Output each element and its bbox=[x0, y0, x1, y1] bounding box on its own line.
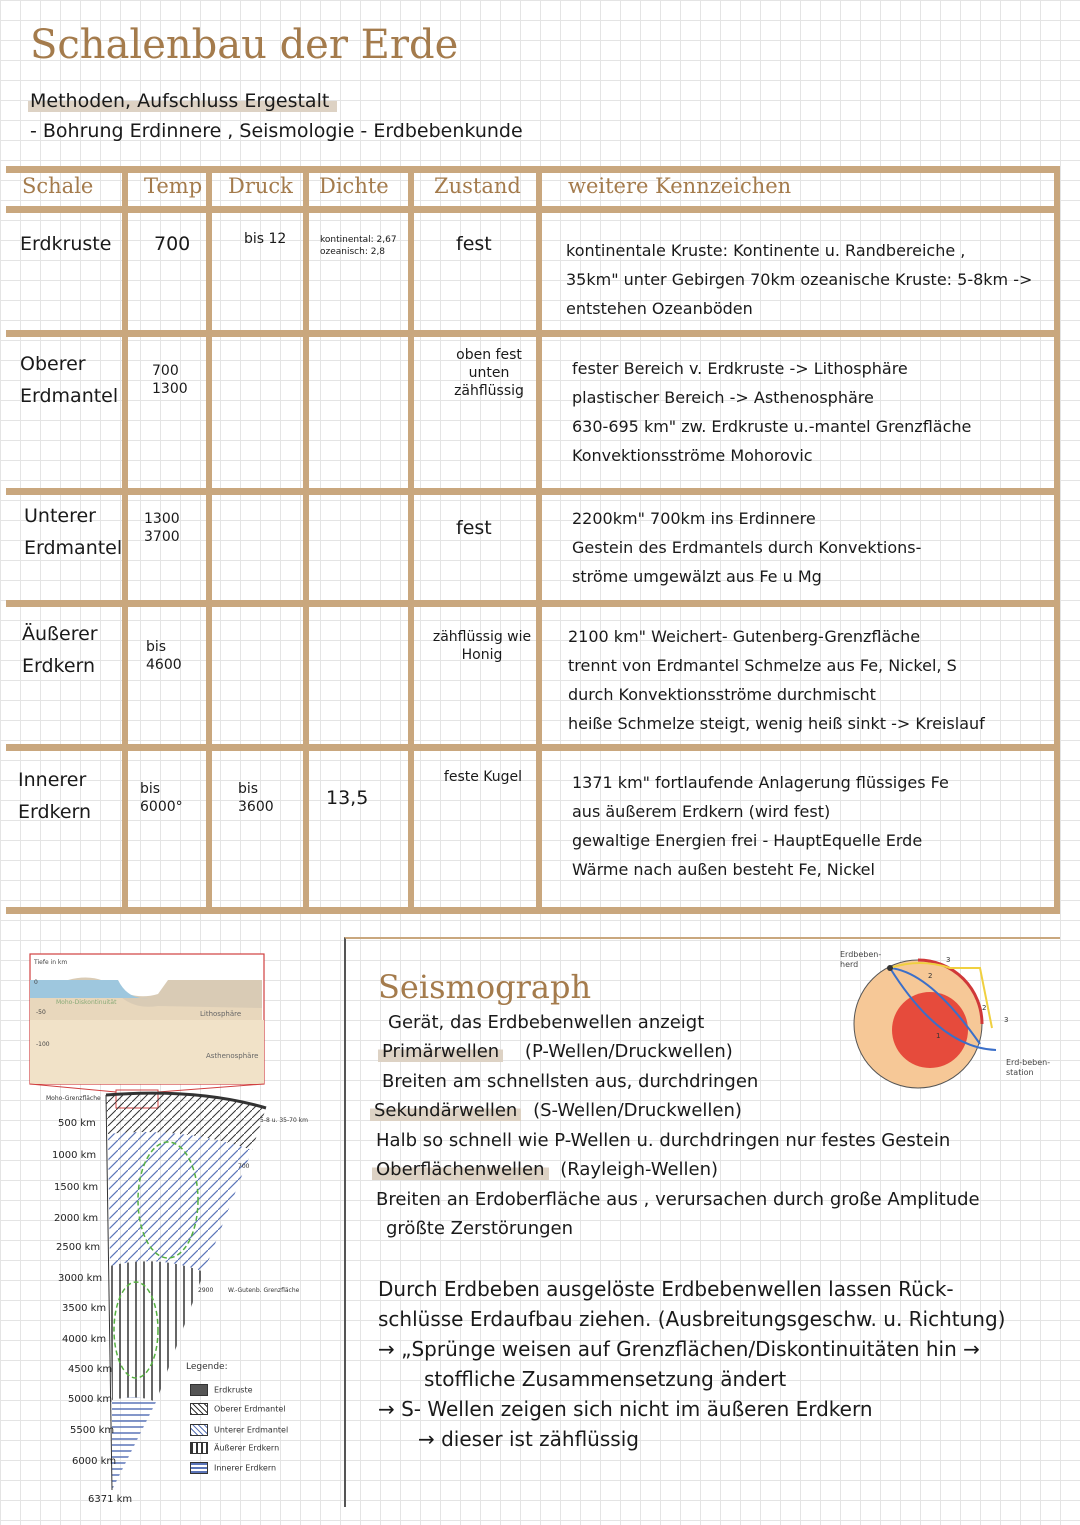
table-border bbox=[6, 600, 1060, 607]
table-border bbox=[536, 166, 542, 914]
conclusion-line: → „Sprünge weisen auf Grenzflächen/Diskontinuitäten hin → bbox=[378, 1337, 980, 1361]
feature-line: plastischer Bereich -> Asthenosphäre bbox=[572, 388, 874, 407]
depth-label: 2500 km bbox=[56, 1242, 101, 1253]
feature-line: aus äußerem Erdkern (wird fest) bbox=[572, 802, 831, 821]
globe-num: 2 bbox=[982, 1004, 987, 1012]
depth-axis-label: Tiefe in km bbox=[34, 959, 68, 966]
cell-features bbox=[572, 504, 921, 591]
cell-druck: bis 12 bbox=[244, 231, 287, 247]
feature-line: fester Bereich v. Erdkruste -> Lithosphäre bbox=[572, 359, 908, 378]
table-border bbox=[6, 907, 1060, 914]
label-moho: Moho-Diskontinuität bbox=[56, 999, 117, 1006]
legend-lower-mantle: Unterer Erdmantel bbox=[190, 1424, 288, 1436]
label-earthquake-station: Erd-beben-station bbox=[1006, 1058, 1051, 1077]
page-title: Schalenbau der Erde bbox=[30, 22, 459, 68]
tick-0: 0 bbox=[34, 979, 38, 986]
cell-schale: Äußerer Erdkern bbox=[22, 623, 98, 677]
tick-50: -50 bbox=[36, 1009, 46, 1016]
header-zustand: Zustand bbox=[434, 174, 521, 198]
table-border bbox=[6, 744, 1060, 751]
methods-heading: Methoden, Aufschluss Ergestalt bbox=[28, 90, 337, 112]
cell-zustand: feste Kugel bbox=[443, 769, 523, 785]
label-moho-grenz: Moho-Grenzfläche bbox=[46, 1095, 101, 1102]
header-dichte: Dichte bbox=[319, 174, 389, 198]
cell-schale: Innerer Erdkern bbox=[18, 769, 92, 823]
legend-title: Legende: bbox=[186, 1362, 228, 1372]
cell-zustand: fest bbox=[456, 517, 492, 539]
depth-label: 500 km bbox=[58, 1118, 96, 1129]
table-border bbox=[6, 206, 1060, 213]
feature-line: durch Konvektionsströme durchmischt bbox=[568, 685, 876, 704]
seis-line: Sekundärwellen (S-Wellen/Druckwellen) bbox=[370, 1096, 742, 1126]
conclusion-line: schlüsse Erdaufbau ziehen. (Ausbreitungsgeschw. u. Richtung) bbox=[378, 1307, 1006, 1331]
cell-zustand: zähflüssig wie Honig bbox=[432, 629, 532, 663]
seis-line: größte Zerstörungen bbox=[386, 1218, 574, 1239]
feature-line: entstehen Ozeanböden bbox=[566, 299, 753, 318]
legend-outer-core: Äußerer Erdkern bbox=[190, 1442, 279, 1454]
depth-label: 1500 km bbox=[54, 1182, 99, 1193]
depth-label: 3000 km bbox=[58, 1273, 103, 1284]
ann-2900: 2900 bbox=[198, 1287, 214, 1294]
conclusion-line: → S- Wellen zeigen sich nicht im äußeren Erdkern bbox=[378, 1397, 873, 1421]
methods-line: - Bohrung Erdinnere , Seismologie - Erdbebenkunde bbox=[30, 120, 523, 142]
depth-label: 6000 km bbox=[72, 1456, 117, 1467]
depth-label: 4500 km bbox=[68, 1364, 113, 1375]
table-border bbox=[6, 166, 1060, 173]
ann-700: 700 bbox=[238, 1163, 250, 1170]
table-border bbox=[6, 330, 1060, 337]
cell-dichte: 13,5 bbox=[326, 787, 369, 809]
cell-features bbox=[566, 236, 1032, 323]
feature-line: 630-695 km" zw. Erdkruste u.-mantel Grenzfläche bbox=[572, 417, 972, 436]
conclusion-line: stoffliche Zusammensetzung ändert bbox=[424, 1367, 787, 1391]
table-border bbox=[122, 166, 128, 914]
ann-wg: W.-Gutenb. Grenzfläche bbox=[228, 1287, 300, 1294]
cell-temp: bis 6000° bbox=[140, 781, 183, 815]
cell-druck: bis 3600 bbox=[238, 781, 274, 815]
depth-label: 6371 km bbox=[88, 1494, 133, 1505]
tick-100: -100 bbox=[36, 1041, 50, 1048]
depth-label: 4000 km bbox=[62, 1334, 107, 1345]
label-asthenosphere: Asthenosphäre bbox=[206, 1052, 259, 1060]
seis-line: Gerät, das Erdbebenwellen anzeigt bbox=[388, 1012, 705, 1033]
depth-label: 1000 km bbox=[52, 1150, 97, 1161]
cell-schale: Oberer Erdmantel bbox=[20, 353, 119, 407]
legend-crust: Erdkruste bbox=[190, 1384, 253, 1396]
conclusion-line: Durch Erdbeben ausgelöste Erdbebenwellen lassen Rück- bbox=[378, 1277, 954, 1301]
legend-upper-mantle: Oberer Erdmantel bbox=[190, 1403, 286, 1415]
term-surface-waves: Oberflächenwellen bbox=[372, 1159, 549, 1180]
feature-line: ströme umgewälzt aus Fe u Mg bbox=[572, 567, 822, 586]
label-earthquake-focus: Erdbeben-herd bbox=[840, 950, 882, 969]
table-border bbox=[303, 166, 309, 914]
depth-label: 2000 km bbox=[54, 1213, 99, 1224]
conclusion-line: → dieser ist zähflüssig bbox=[418, 1427, 639, 1451]
feature-line: 1371 km" fortlaufende Anlagerung flüssiges Fe bbox=[572, 773, 949, 792]
feature-line: 35km" unter Gebirgen 70km ozeanische Kruste: 5-8km -> bbox=[566, 270, 1033, 289]
feature-line: gewaltige Energien frei - HauptEquelle Erde bbox=[572, 831, 923, 850]
cell-dichte: kontinental: 2,67 ozeanisch: 2,8 bbox=[320, 235, 397, 257]
seis-line: Primärwellen (P-Wellen/Druckwellen) bbox=[378, 1037, 733, 1067]
seis-line: Oberflächenwellen (Rayleigh-Wellen) bbox=[372, 1155, 718, 1185]
globe-num: 3 bbox=[946, 956, 951, 964]
seis-line: Breiten am schnellsten aus, durchdringen bbox=[382, 1071, 759, 1092]
feature-line: Wärme nach außen besteht Fe, Nickel bbox=[572, 860, 875, 879]
seis-line: Halb so schnell wie P-Wellen u. durchdringen nur festes Gestein bbox=[376, 1130, 951, 1151]
cell-temp: 700 bbox=[154, 233, 191, 255]
inner-core-region bbox=[112, 1397, 156, 1490]
label-lithosphere: Lithosphäre bbox=[200, 1010, 242, 1018]
globe-num: 1 bbox=[936, 1032, 941, 1040]
feature-line: 2200km" 700km ins Erdinnere bbox=[572, 509, 816, 528]
table-border bbox=[408, 166, 414, 914]
depth-label: 5500 km bbox=[70, 1425, 115, 1436]
layers-table bbox=[6, 166, 1060, 914]
feature-line: Konvektionsströme Mohorovic bbox=[572, 446, 813, 465]
cell-zustand: oben fest unten zähflüssig bbox=[454, 347, 524, 399]
feature-line: Gestein des Erdmantels durch Konvektions- bbox=[572, 538, 922, 557]
globe-num: 3 bbox=[1004, 1016, 1009, 1024]
table-border bbox=[6, 488, 1060, 495]
term-secondary-waves: Sekundärwellen bbox=[370, 1100, 521, 1121]
seis-line: Breiten an Erdoberfläche aus , verursachen durch große Amplitude bbox=[376, 1189, 980, 1210]
feature-line: trennt von Erdmantel Schmelze aus Fe, Nickel, S bbox=[568, 656, 957, 675]
cell-temp: bis 4600 bbox=[146, 639, 182, 673]
cell-temp: 700 1300 bbox=[152, 363, 188, 397]
conclusion bbox=[378, 1274, 1048, 1454]
cell-features bbox=[568, 622, 985, 738]
cell-features bbox=[572, 768, 949, 884]
header-features: weitere Kennzeichen bbox=[568, 174, 792, 198]
table-border bbox=[206, 166, 212, 914]
ann-crust: 5-8 u. 35-70 km bbox=[260, 1117, 308, 1124]
depth-label: 3500 km bbox=[62, 1303, 107, 1314]
feature-line: heiße Schmelze steigt, wenig heiß sinkt -> Kreislauf bbox=[568, 714, 985, 733]
depth-label: 5000 km bbox=[68, 1394, 113, 1405]
header-temp: Temp bbox=[144, 174, 203, 198]
table-border bbox=[1054, 166, 1060, 914]
earth-layers-diagram bbox=[28, 950, 318, 1510]
legend-inner-core: Innerer Erdkern bbox=[190, 1462, 276, 1474]
globe-num: 2 bbox=[928, 972, 933, 980]
term-primary-waves: Primärwellen bbox=[378, 1041, 503, 1062]
cell-schale: Erdkruste bbox=[20, 233, 112, 255]
cell-temp: 1300 3700 bbox=[144, 511, 180, 545]
feature-line: 2100 km" Weichert- Gutenberg-Grenzfläche bbox=[568, 627, 921, 646]
seismograph-title: Seismograph bbox=[378, 968, 592, 1006]
outer-core-region bbox=[110, 1261, 204, 1402]
cell-features bbox=[572, 354, 971, 470]
feature-line: kontinentale Kruste: Kontinente u. Randbereiche , bbox=[566, 241, 966, 260]
lower-mantle-region bbox=[108, 1132, 252, 1272]
header-druck: Druck bbox=[228, 174, 293, 198]
cell-zustand: fest bbox=[456, 233, 492, 255]
header-schale: Schale bbox=[22, 174, 94, 198]
cell-schale: Unterer Erdmantel bbox=[24, 505, 123, 559]
